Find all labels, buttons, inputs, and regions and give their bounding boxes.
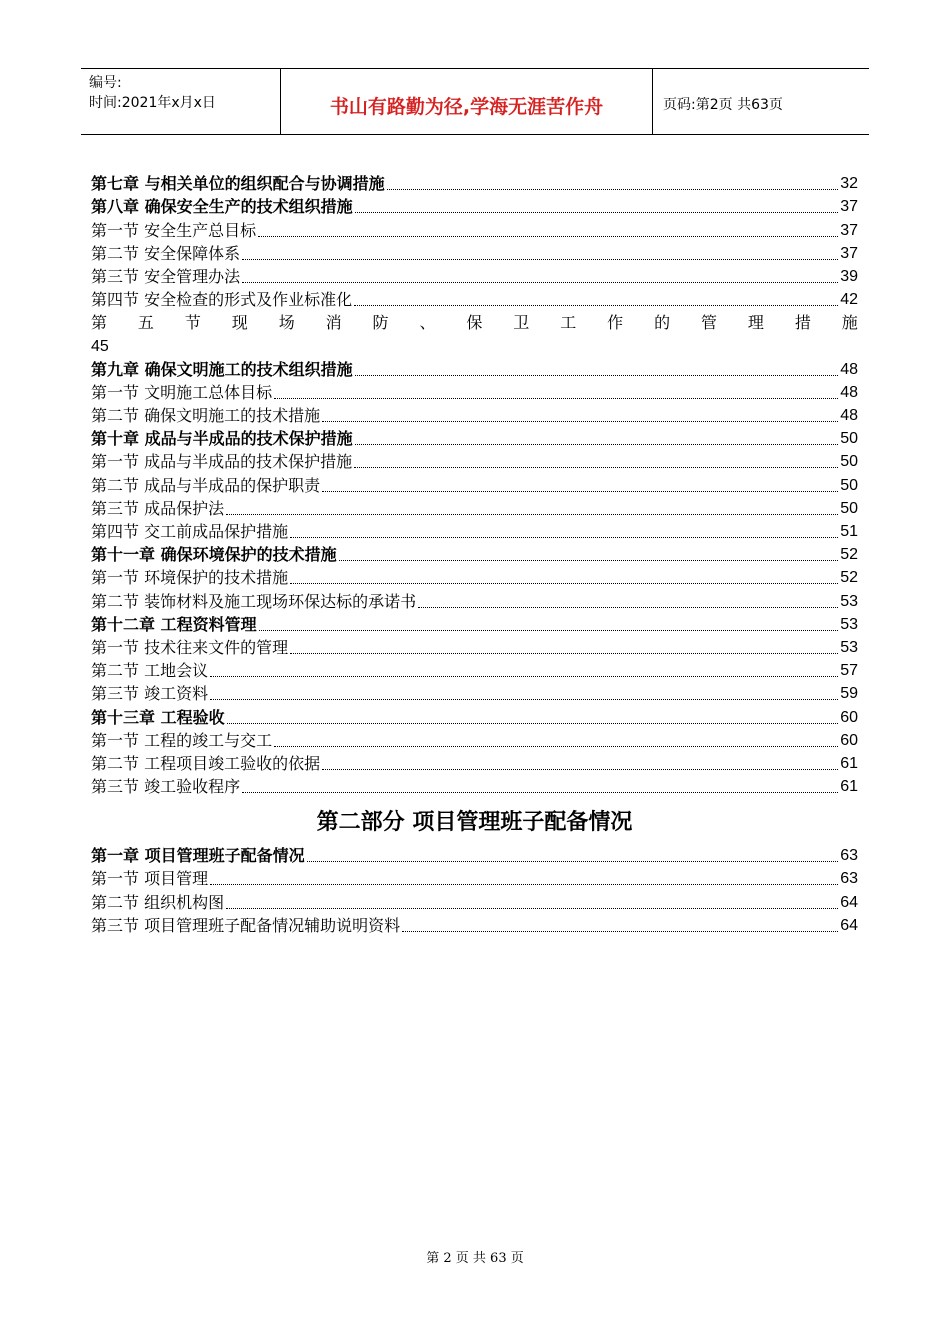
toc-dot-leader — [258, 235, 838, 237]
toc-entry-label: 第一节 技术往来文件的管理 — [91, 637, 289, 657]
toc-dot-leader — [210, 675, 838, 677]
toc-entry-page: 53 — [840, 638, 858, 656]
toc-entry-page: 37 — [840, 221, 858, 239]
toc-entry-char: 施 — [841, 313, 858, 333]
toc-entry-wide[interactable] — [91, 310, 858, 333]
toc-entry-label: 第十一章 确保环境保护的技术措施 — [91, 545, 337, 565]
toc-dot-leader — [226, 907, 838, 909]
toc-entry-page: 52 — [840, 569, 858, 587]
toc-section-entry[interactable] — [91, 565, 858, 588]
toc-section-entry[interactable] — [91, 380, 858, 403]
toc-group-c — [91, 843, 858, 936]
toc-entry-char: 防 — [372, 313, 389, 333]
toc-entry-page: 50 — [840, 499, 858, 517]
toc-entry-label: 第二节 确保文明施工的技术措施 — [91, 406, 321, 426]
toc-entry-label: 第二节 成品与半成品的保护职责 — [91, 475, 321, 495]
toc-entry-page: 39 — [840, 267, 858, 285]
toc-section-entry[interactable] — [91, 728, 858, 751]
toc-entry-label: 第二节 组织机构图 — [91, 892, 225, 912]
toc-entry-char: 场 — [278, 313, 295, 333]
toc-entry-page: 63 — [840, 870, 858, 888]
toc-entry-char: 保 — [466, 313, 483, 333]
toc-dot-leader — [418, 606, 838, 608]
toc-entry-page: 42 — [840, 291, 858, 309]
toc-dot-leader — [210, 883, 838, 885]
toc-entry-label: 第十章 成品与半成品的技术保护措施 — [91, 429, 353, 449]
toc-entry-page: 64 — [840, 893, 858, 911]
toc-dot-leader — [402, 930, 838, 932]
toc-section-entry[interactable] — [91, 519, 858, 542]
toc-entry-page: 48 — [840, 407, 858, 425]
toc-section-entry[interactable] — [91, 217, 858, 240]
toc-dot-leader — [322, 420, 838, 422]
toc-entry-page: 64 — [840, 916, 858, 934]
toc-entry-char: 管 — [700, 313, 717, 333]
toc-group-a — [91, 171, 858, 310]
toc-entry-page: 59 — [840, 685, 858, 703]
toc-entry-wrapped-page — [91, 333, 858, 356]
toc-chapter-entry[interactable] — [91, 542, 858, 565]
toc-section-entry[interactable] — [91, 496, 858, 519]
toc-dot-leader — [355, 374, 839, 376]
toc-entry-char: 的 — [654, 313, 671, 333]
toc-section-entry[interactable] — [91, 866, 858, 889]
toc-entry-page: 45 — [91, 337, 109, 355]
toc-entry-page: 61 — [840, 778, 858, 796]
toc-dot-leader — [354, 304, 838, 306]
toc-section-entry[interactable] — [91, 449, 858, 472]
page-footer: 第 2 页 共 63 页 — [426, 1251, 524, 1266]
toc-entry-label: 第一节 环境保护的技术措施 — [91, 568, 289, 588]
toc-entry-char: 作 — [607, 313, 624, 333]
toc-section-entry[interactable] — [91, 287, 858, 310]
toc-entry-page: 50 — [840, 453, 858, 471]
toc-dot-leader — [259, 629, 839, 631]
toc-entry-label: 第三节 成品保护法 — [91, 498, 225, 518]
toc-section-entry[interactable] — [91, 472, 858, 495]
toc-dot-leader — [226, 513, 838, 515]
toc-dot-leader — [322, 768, 838, 770]
toc-section-entry[interactable] — [91, 241, 858, 264]
toc-section-entry[interactable] — [91, 403, 858, 426]
toc-chapter-entry[interactable] — [91, 426, 858, 449]
toc-group-b — [91, 357, 858, 798]
toc-entry-page: 61 — [840, 754, 858, 772]
toc-dot-leader — [339, 559, 839, 561]
toc-section-entry[interactable] — [91, 913, 858, 936]
header-meta — [81, 69, 281, 134]
header-slogan: 书山有路勤为径,学海无涯苦作舟 — [281, 69, 653, 134]
toc-dot-leader — [290, 582, 838, 584]
toc-entry-label: 第一节 工程的竣工与交工 — [91, 730, 273, 750]
toc-entry-label: 第三节 安全管理办法 — [91, 266, 241, 286]
toc-entry-label: 第八章 确保安全生产的技术组织措施 — [91, 197, 353, 217]
toc-entry-page: 37 — [840, 198, 858, 216]
toc-entry-page: 48 — [840, 360, 858, 378]
toc-entry-page: 51 — [840, 523, 858, 540]
toc-chapter-entry[interactable] — [91, 357, 858, 380]
toc-dot-leader — [227, 722, 839, 724]
toc-dot-leader — [210, 698, 838, 700]
toc-entry-page: 53 — [840, 615, 858, 633]
toc-entry-label: 第一节 安全生产总目标 — [91, 220, 257, 240]
toc-entry-label: 第一节 文明施工总体目标 — [91, 382, 273, 402]
toc-dot-leader — [290, 652, 838, 654]
toc-entry-label: 第三节 竣工验收程序 — [91, 777, 241, 797]
toc-entry-label: 第四节 安全检查的形式及作业标准化 — [91, 290, 353, 310]
toc-entry-page: 48 — [840, 383, 858, 401]
header-page-info: 页码:第2页 共63页 — [663, 96, 783, 113]
toc-entry-label: 第二节 装饰材料及施工现场环保达标的承诺书 — [91, 591, 417, 611]
document-number-label: 编号: — [89, 75, 122, 91]
toc-entry-label: 第一节 成品与半成品的技术保护措施 — [91, 452, 353, 472]
toc-dot-leader — [290, 536, 838, 538]
toc-entry-page: 60 — [840, 731, 858, 749]
toc-entry-char: 节 — [184, 313, 201, 333]
toc-dot-leader — [354, 466, 838, 468]
toc-entry-page: 32 — [840, 175, 858, 193]
toc-dot-leader — [355, 211, 839, 213]
toc-entry-label: 第三节 项目管理班子配备情况辅助说明资料 — [91, 915, 401, 935]
toc-entry-page: 53 — [840, 592, 858, 610]
toc-chapter-entry[interactable] — [91, 612, 858, 635]
toc-entry-char: 五 — [137, 313, 154, 333]
toc-entry-char: 、 — [419, 313, 436, 333]
toc-section-entry[interactable] — [91, 588, 858, 611]
toc-entry-label: 第二节 安全保障体系 — [91, 243, 241, 263]
toc-entry-label: 第四节 交工前成品保护措施 — [91, 522, 289, 541]
toc-chapter-entry[interactable] — [91, 194, 858, 217]
page-header — [81, 68, 869, 135]
toc-entry-page: 60 — [840, 708, 858, 726]
toc-entry-page: 57 — [840, 662, 858, 680]
toc-entry-char: 卫 — [513, 313, 530, 333]
toc-entry-label: 第十三章 工程验收 — [91, 707, 225, 727]
toc-chapter-entry[interactable] — [91, 171, 858, 194]
toc-section-entry[interactable] — [91, 751, 858, 774]
toc-entry-char: 现 — [231, 313, 248, 333]
toc-entry-char: 第 — [91, 313, 108, 333]
toc-entry-label: 第一章 项目管理班子配备情况 — [91, 846, 305, 866]
toc-section-entry[interactable] — [91, 658, 858, 681]
toc-entry-label: 第二节 工地会议 — [91, 661, 209, 681]
toc-dot-leader — [242, 281, 838, 283]
toc-dot-leader — [242, 791, 838, 793]
toc-dot-leader — [355, 443, 839, 445]
toc-dot-leader — [242, 258, 838, 260]
toc-dot-leader — [274, 745, 838, 747]
toc-entry-char: 理 — [747, 313, 764, 333]
toc-dot-leader — [322, 490, 838, 492]
toc-entry-label: 第一节 项目管理 — [91, 869, 209, 889]
toc-section-entry[interactable] — [91, 889, 858, 912]
toc-entry-page: 50 — [840, 476, 858, 494]
toc-chapter-entry[interactable] — [91, 704, 858, 727]
toc-entry-page: 63 — [840, 847, 858, 865]
toc-entry-char: 工 — [560, 313, 577, 333]
table-of-contents — [91, 171, 858, 936]
toc-entry-char: 消 — [325, 313, 342, 333]
toc-entry-label: 第十二章 工程资料管理 — [91, 614, 257, 634]
toc-section-entry[interactable] — [91, 774, 858, 797]
toc-entry-char: 措 — [794, 313, 811, 333]
toc-entry-page: 52 — [840, 546, 858, 564]
toc-section-entry[interactable] — [91, 635, 858, 658]
toc-entry-page: 50 — [840, 430, 858, 448]
part-two-title: 第二部分 项目管理班子配备情况 — [316, 809, 633, 835]
toc-entry-page: 37 — [840, 244, 858, 262]
toc-section-entry[interactable] — [91, 681, 858, 704]
toc-entry-label: 第九章 确保文明施工的技术组织措施 — [91, 359, 353, 379]
toc-chapter-entry[interactable] — [91, 843, 858, 866]
document-date: 时间:2021年x月x日 — [89, 95, 216, 111]
toc-dot-leader — [274, 397, 838, 399]
toc-dot-leader — [307, 860, 839, 862]
toc-dot-leader — [387, 188, 839, 190]
toc-entry-label: 第二节 工程项目竣工验收的依据 — [91, 753, 321, 773]
toc-entry-label: 第七章 与相关单位的组织配合与协调措施 — [91, 174, 385, 194]
toc-entry-label: 第三节 竣工资料 — [91, 684, 209, 704]
toc-entry-label — [91, 313, 858, 333]
toc-section-entry[interactable] — [91, 264, 858, 287]
